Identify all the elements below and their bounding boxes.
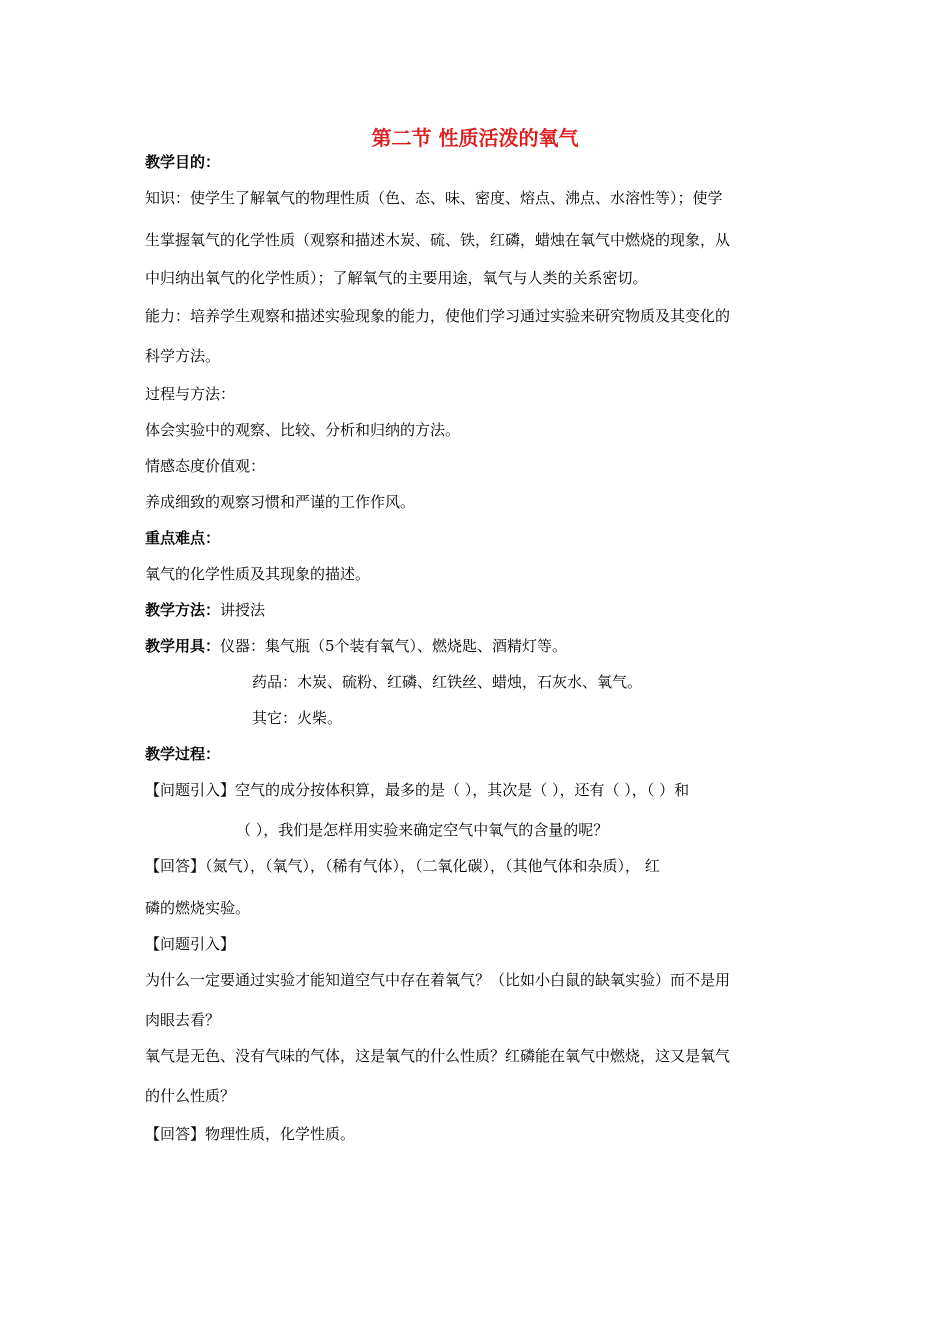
paragraph-line: 中归纳出氧气的化学性质）；了解氧气的主要用途，氧气与人类的关系密切。 — [145, 269, 648, 287]
answer-line: 【回答】（氮气），（氧气），（稀有气体），（二氧化碳），（其他气体和杂质）， 红 — [145, 857, 660, 875]
paragraph-line: 科学方法。 — [145, 347, 221, 365]
teaching-method-label: 教学方法： — [145, 601, 221, 619]
question-intro-line: 【问题引入】空气的成分按体积算，最多的是（ ），其次是（ ），还有（ ），（ ）和 — [145, 781, 690, 799]
paragraph-line: 氧气的化学性质及其现象的描述。 — [145, 565, 371, 583]
section-heading-process: 教学过程： — [145, 745, 221, 763]
subheading-process: 过程与方法： — [145, 385, 236, 403]
section-heading-key-points: 重点难点： — [145, 529, 221, 547]
teaching-method-line — [145, 600, 265, 620]
section-heading-objectives: 教学目的： — [145, 153, 221, 171]
paragraph-line: 为什么一定要通过实验才能知道空气中存在着氧气？（比如小白鼠的缺氧实验）而不是用 — [145, 971, 731, 989]
teaching-method-value: 讲授法 — [220, 601, 266, 619]
answer-line: 【回答】物理性质，化学性质。 — [145, 1125, 356, 1143]
tools-reagents-line: 药品：木炭、硫粉、红磷、红铁丝、蜡烛，石灰水、氧气。 — [252, 673, 643, 691]
subheading-attitude: 情感态度价值观： — [145, 457, 266, 475]
document-title: 第二节 性质活泼的氧气 — [371, 126, 579, 150]
paragraph-line: 能力：培养学生观察和描述实验现象的能力，使他们学习通过实验来研究物质及其变化的 — [145, 307, 731, 325]
question-intro-continuation: （ ），我们是怎样用实验来确定空气中氧气的含量的呢？ — [236, 821, 609, 839]
answer-continuation: 磷的燃烧实验。 — [145, 899, 251, 917]
question-intro-heading: 【问题引入】 — [145, 935, 236, 953]
paragraph-line: 生掌握氧气的化学性质（观察和描述木炭、硫、铁，红磷，蜡烛在氧气中燃烧的现象，从 — [145, 231, 731, 249]
paragraph-line: 知识：使学生了解氧气的物理性质（色、态、味、密度、熔点、沸点、水溶性等）；使学 — [145, 189, 723, 207]
paragraph-line: 氧气是无色、没有气味的气体，这是氧气的什么性质？红磷能在氧气中燃烧，这又是氧气 — [145, 1047, 731, 1065]
teaching-tools-line — [145, 636, 567, 656]
paragraph-line: 养成细致的观察习惯和严谨的工作作风。 — [145, 493, 416, 511]
teaching-tools-label: 教学用具： — [145, 637, 221, 655]
paragraph-line: 体会实验中的观察、比较、分析和归纳的方法。 — [145, 421, 461, 439]
paragraph-line: 的什么性质？ — [145, 1087, 236, 1105]
paragraph-line: 肉眼去看？ — [145, 1011, 221, 1029]
tools-other-line: 其它：火柴。 — [252, 709, 343, 727]
teaching-tools-value: 仪器：集气瓶（5个装有氧气）、燃烧匙、酒精灯等。 — [220, 637, 568, 655]
